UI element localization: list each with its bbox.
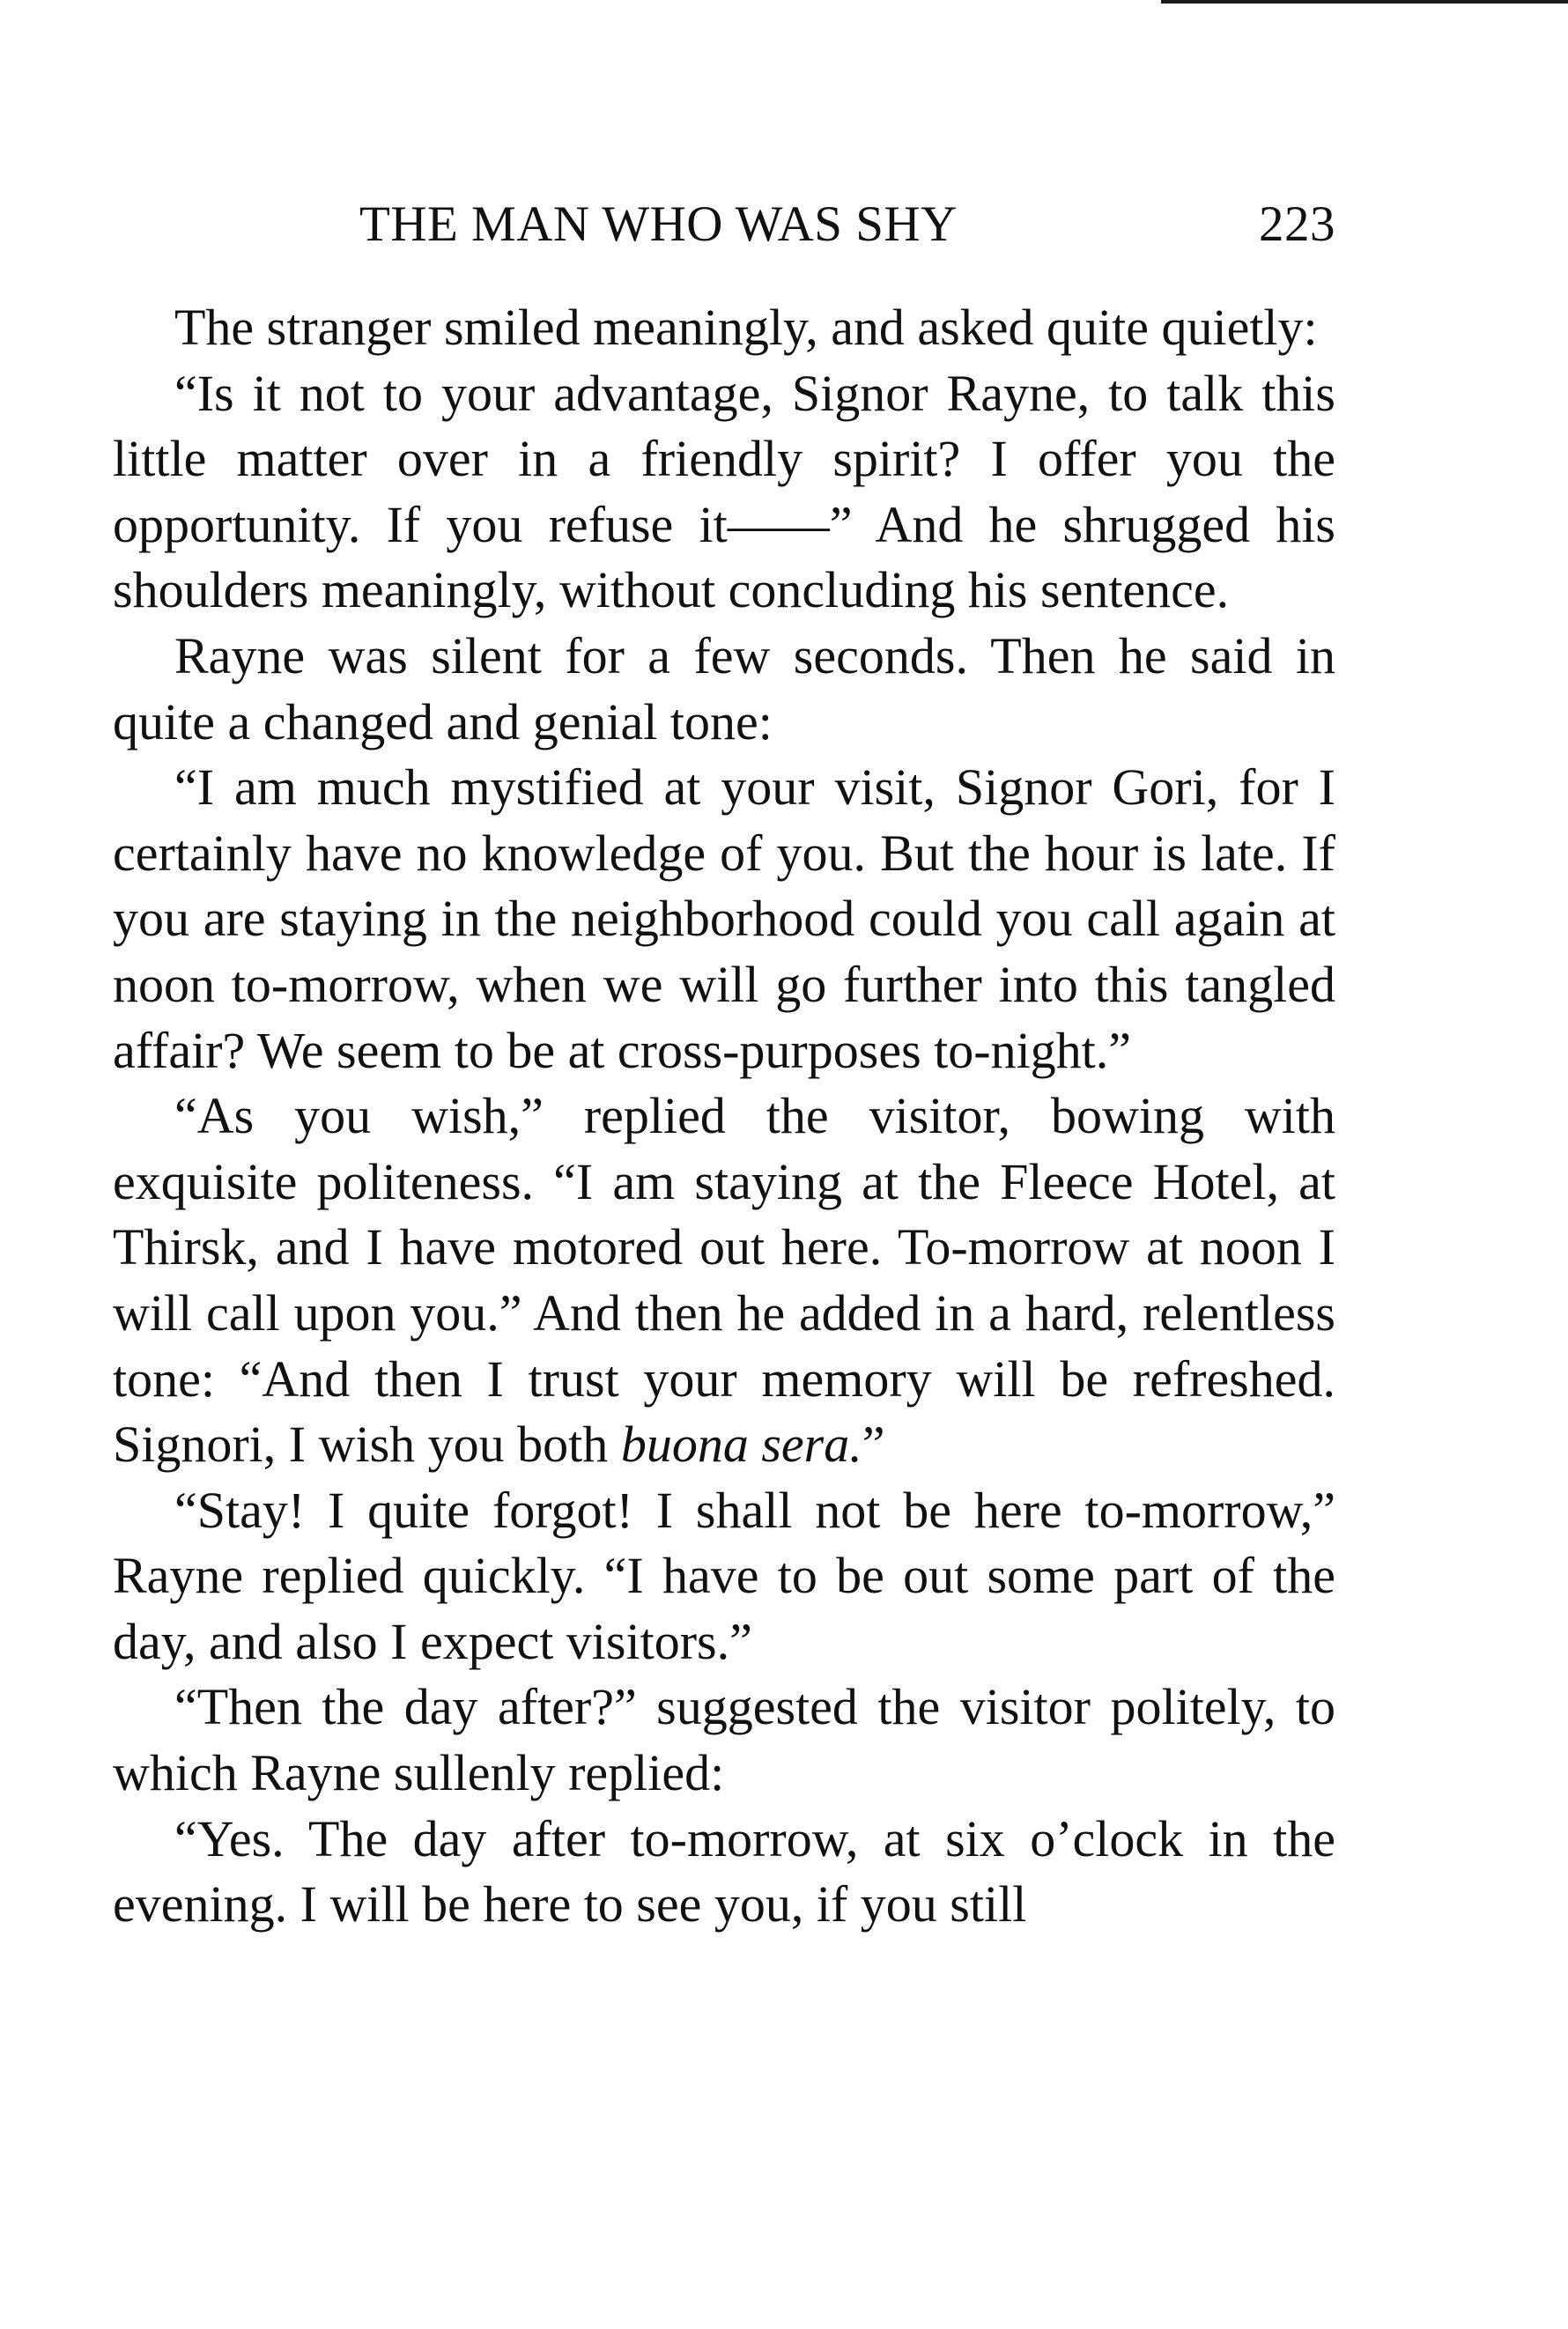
- running-head: [113, 189, 1335, 260]
- paragraph-2: “Is it not to your advantage, Signor Rayne, to talk this little matter over in a friendly spirit? I offer you the opportunity. If you refuse it——” And he shrugged his shoulders meaningly, without concluding his sentence.: [113, 364, 1335, 619]
- page-number: 223: [1259, 196, 1335, 252]
- top-edge-rule: [1161, 0, 1568, 4]
- paragraph-7: “Then the day after?” suggested the visitor politely, to which Rayne sullenly replied:: [113, 1678, 1335, 1802]
- paragraph-5-text: “As you wish,” replied the visitor, bowing with exquisite politeness. “I am staying at the Fleece Hotel, at Thirsk, and I have motored out here. To-morrow at noon I will call upon you.” And then he added in a hard, relentless tone: “And then I trust your memory will be refreshed. Signori, I wish you both: [113, 1087, 1335, 1474]
- paragraph-5-italic-phrase: buona sera.: [620, 1416, 862, 1474]
- paragraph-6: “Stay! I quite forgot! I shall not be here to-morrow,” Rayne replied quickly. “I have to be out some part of the day, and also I expect visitors.”: [113, 1481, 1335, 1670]
- running-title: THE MAN WHO WAS SHY: [359, 196, 958, 252]
- paragraph-1: The stranger smiled meaningly, and asked quite quietly:: [174, 299, 1318, 356]
- body-text: [113, 295, 1335, 1938]
- paragraph-5: [113, 1083, 1335, 1478]
- paragraph-5-closing-quote: ”: [862, 1416, 885, 1474]
- paragraph-3: Rayne was silent for a few seconds. Then he said in quite a changed and genial tone:: [113, 626, 1335, 750]
- paragraph-8: “Yes. The day after to-morrow, at six o’clock in the evening. I will be here to see you, if you still: [113, 1809, 1335, 1933]
- book-page: [113, 189, 1335, 1938]
- paragraph-4: “I am much mystified at your visit, Signor Gori, for I certainly have no knowledge of you. But the hour is late. If you are staying in the neighborhood could you call again at noon to-morrow, when we will go further into this tangled affair? We seem to be at cross-purposes to-night.”: [113, 758, 1335, 1079]
